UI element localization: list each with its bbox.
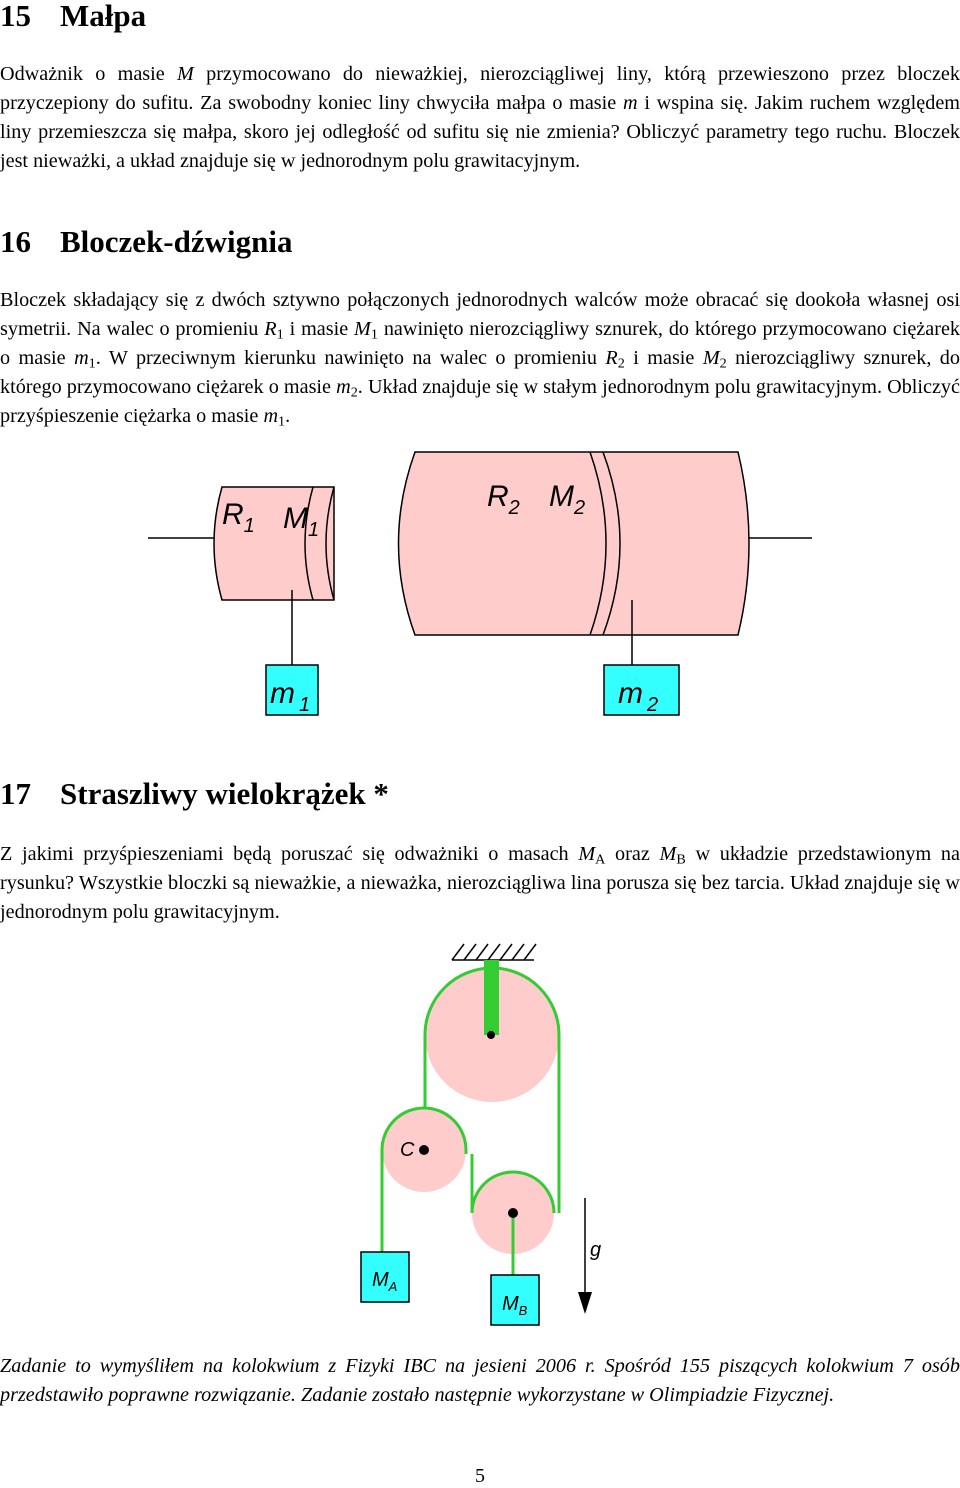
text-run: Bloczek składający się z dwóch sztywno połączonych jednorodnych walców może obracać się dookoła własnej osi symetrii. Na walec o promieniu: [0, 289, 960, 340]
footer-note: Zadanie to wymyśliłem na kolokwium z Fizyki IBC na jesieni 2006 r. Spośród 155 piszących kolokwium 7 osób przedstawiło poprawne rozwiązanie. Zadanie zostało następnie wykorzystane w Olimpiadzie Fizycznej.: [0, 1355, 960, 1406]
page-number: 5: [475, 1465, 485, 1487]
math-symbol: m: [622, 92, 638, 114]
math-subscript: B: [676, 851, 686, 868]
math-symbol: M: [702, 347, 720, 369]
section-number: 15: [0, 0, 31, 33]
label-m2-cyl: $M_2$: [549, 480, 586, 519]
text-run: i masie: [283, 318, 355, 340]
label-weight-m1: m $_1$: [270, 677, 311, 716]
section-number: 17: [0, 776, 31, 811]
math-subscript: A: [595, 851, 606, 868]
text-run: w układzie przedstawionym na rysunku? Wszystkie bloczki są nieważkie, a nieważka, nierozciągliwa lina porusza się bez tarcia. Układ znajduje się w jednorodnym polu grawitacyjnym.: [0, 843, 960, 923]
math-symbol: m: [74, 347, 89, 369]
label-m1-cyl: $M_1$: [283, 502, 320, 541]
section-17-text: [0, 840, 960, 927]
section-17-heading: [0, 778, 389, 809]
text-run: i masie: [624, 347, 703, 369]
text-run: .: [285, 405, 291, 427]
label-weight-m2: m $_2$: [618, 677, 659, 716]
math-symbol: M: [354, 318, 371, 340]
label-c: C: [400, 1139, 415, 1161]
ceiling-hanger: [484, 960, 499, 1035]
text-run: oraz: [605, 843, 660, 865]
section-15-heading: [0, 0, 146, 31]
text-run: . W przeciwnym kierunku nawinięto na walec o promieniu: [95, 347, 606, 369]
section-15-text: [0, 60, 960, 176]
math-symbol: M: [578, 843, 596, 865]
figure-17-wielokrazek: [0, 940, 960, 1330]
axle-c: [419, 1145, 429, 1155]
figure-16-bloczek-dzwignia: [0, 440, 960, 730]
label-ma: $M_A$: [372, 1269, 398, 1294]
math-symbol: R: [264, 318, 277, 340]
math-symbol: M: [659, 843, 677, 865]
text-run: nierozciągliwy sznurek, do którego przymocowano ciężarek o masie: [0, 347, 960, 398]
text-run: nawinięto nierozciągliwy sznurek, do którego przymocowano ciężarek o masie: [0, 318, 960, 369]
math-subscript: 1: [370, 326, 378, 343]
math-symbol: m: [336, 376, 351, 398]
math-subscript: 2: [617, 355, 625, 372]
section-number: 16: [0, 224, 31, 259]
axle-top: [487, 1031, 495, 1039]
text-run: Odważnik o masie: [0, 63, 177, 85]
label-r2: $R_2$: [487, 480, 520, 519]
text-run: i wspina się. Jakim ruchem względem liny przemieszcza się małpa, skoro jej odległość od sufitu się nie zmienia? Obliczyć parametry tego ruchu. Bloczek jest nieważki, a układ znajduje się w jednorodnym polu grawitacyjnym.: [0, 92, 960, 172]
section-16-text: [0, 286, 960, 431]
math-subscript: 1: [276, 326, 284, 343]
label-mb: $M_B$: [502, 1293, 528, 1318]
gravity-arrow-head: [578, 1292, 592, 1314]
math-subscript: 1: [278, 413, 286, 430]
section-title: Małpa: [60, 0, 147, 33]
math-subscript: 1: [88, 355, 96, 372]
math-symbol: R: [605, 347, 618, 369]
label-g: g: [590, 1239, 602, 1261]
math-subscript: 2: [350, 384, 358, 401]
text-run: Z jakimi przyśpieszeniami będą poruszać się odważniki o masach: [0, 843, 579, 865]
axle-b: [508, 1208, 518, 1218]
section-title: Bloczek-dźwignia: [60, 224, 293, 259]
section-title: Straszliwy wielokrążek *: [60, 776, 389, 811]
math-symbol: m: [263, 405, 279, 427]
label-r1: $R_1$: [222, 498, 255, 537]
math-subscript: 2: [719, 355, 727, 372]
text-run: . Układ znajduje się w stałym jednorodnym polu grawitacyjnym. Obliczyć przyśpieszenie ciężarka o masie: [0, 376, 960, 427]
text-run: przymocowano do nieważkiej, nierozciągliwej liny, którą przewieszono przez bloczek przyczepiony do sufitu. Za swobodny koniec liny chwyciła małpa o masie: [0, 63, 960, 114]
math-symbol: M: [177, 63, 194, 85]
section-16-heading: [0, 226, 293, 257]
